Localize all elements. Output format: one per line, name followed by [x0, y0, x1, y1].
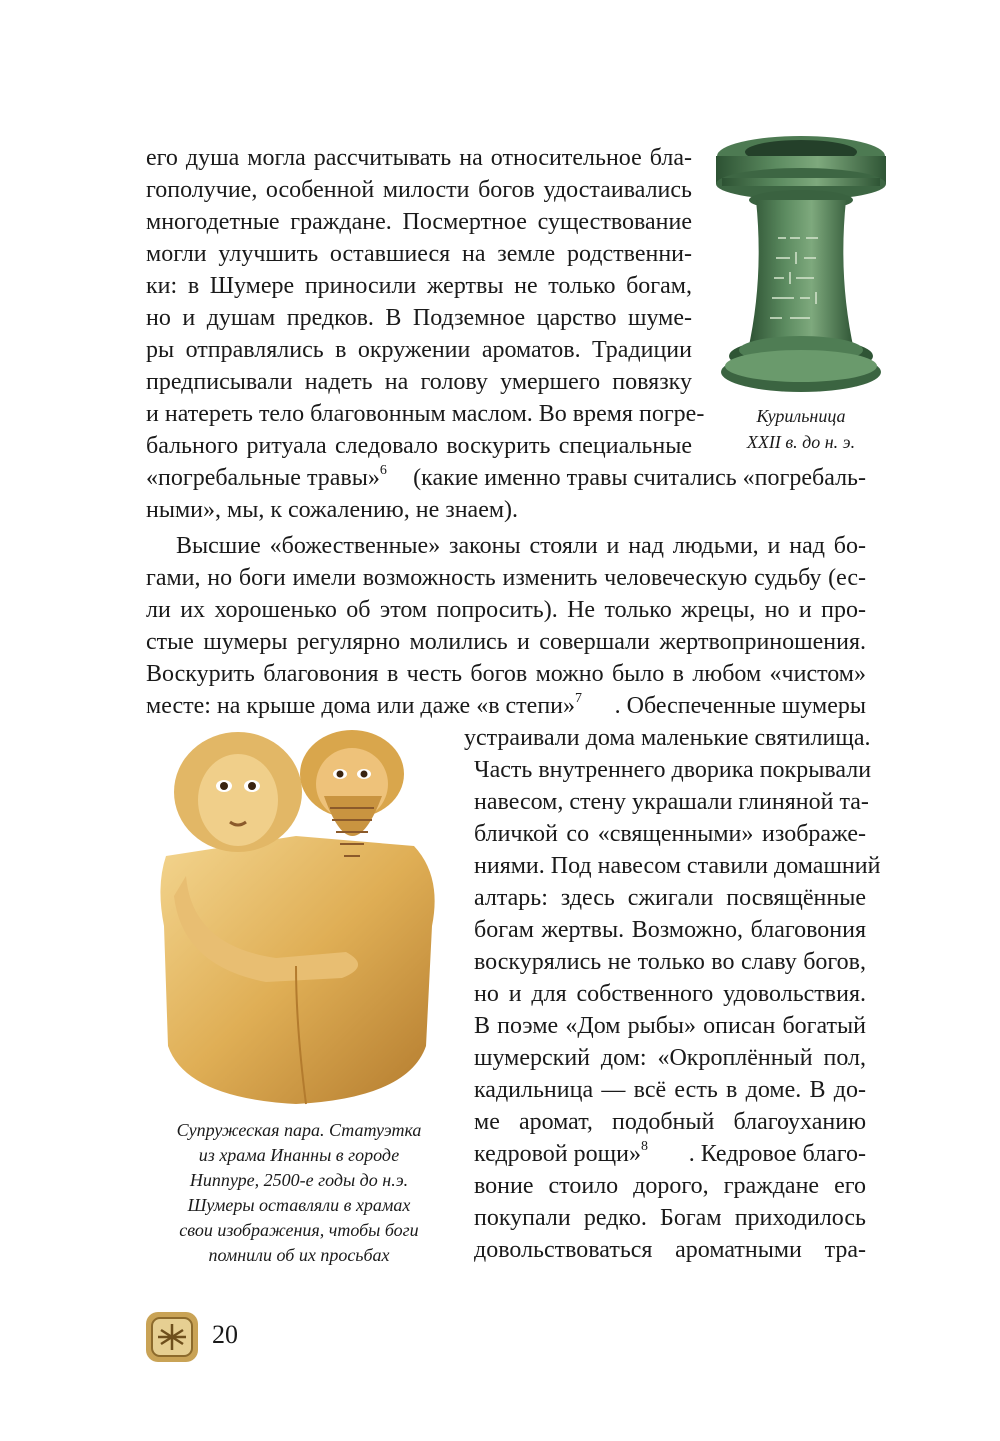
p2-line-2: гами, но боги имели возможность изменить человеческую судьбу (ес- — [146, 565, 866, 591]
footnote-7: 7 — [575, 691, 582, 706]
p2-line-15: но и для собственного удовольствия. — [474, 981, 866, 1007]
statue-caption-line1: Супружеская пара. Статуэтка — [176, 1120, 422, 1140]
p2-line-17: шумерский дом: «Окроплённый пол, — [474, 1045, 866, 1071]
p2-line-20 — [474, 1138, 866, 1170]
statue-caption-line2: из храма Инанны в городе — [198, 1145, 400, 1165]
footnote-8: 8 — [640, 1139, 648, 1154]
statue-caption-line3: Ниппуре, 2500-е годы до н.э. — [189, 1170, 409, 1190]
statue-caption-line6: помнили об их просьбах — [208, 1245, 390, 1265]
p2-line-21: воние стоило дорого, граждане его — [474, 1173, 866, 1199]
p2-line-11: ниями. Под навесом ставили домашний — [474, 853, 881, 879]
couple-statuette-illustration — [146, 726, 446, 1112]
p2-line-1: Высшие «божественные» законы стояли и над людьми, и над бо- — [176, 533, 866, 559]
p2-line-6-text: месте: на крыше дома или даже «в степи» — [146, 693, 575, 719]
p1-line-5: ки: в Шумере приносили жертвы не только богам, — [146, 273, 692, 299]
p1-line-11-rest: (какие именно травы считались «погребаль- — [413, 465, 866, 491]
p1-line-6: но и душам предков. В Подземное царство шуме- — [146, 305, 692, 331]
statue-caption-line4: Шумеры оставляли в храмах — [187, 1195, 411, 1215]
p1-line-8: предписывали надеть на голову умершего повязку — [146, 369, 692, 395]
p2-line-4: стые шумеры регулярно молились и совершали жертвоприношения. — [146, 629, 866, 655]
p2-line-20-text: кедровой рощи» — [474, 1141, 641, 1167]
p1-line-7: ры отправлялись в окружении ароматов. Традиции — [146, 337, 692, 363]
p2-line-6 — [146, 690, 866, 722]
p2-line-13: богам жертвы. Возможно, благовония — [474, 917, 866, 943]
censer-caption-line1: Курильница — [756, 406, 846, 426]
censer-illustration — [708, 128, 894, 400]
page-number: 20 — [212, 1320, 238, 1349]
p2-line-20-rest: . Кедровое благо- — [688, 1141, 866, 1167]
p1-line-2: гополучие, особенной милости богов удостаивались — [146, 177, 692, 203]
page-ornament-icon — [144, 1310, 200, 1364]
p1-line-3: многодетные граждане. Посмертное существование — [146, 209, 692, 235]
p1-line-4: могли улучшить оставшиеся на земле родственни- — [146, 241, 692, 267]
p2-line-16: В поэме «Дом рыбы» описан богатый — [474, 1013, 866, 1039]
p2-line-9: навесом, стену украшали глиняной та- — [474, 789, 869, 815]
p2-line-10: бличкой со «священными» изображе- — [474, 821, 866, 847]
footnote-6: 6 — [379, 463, 387, 478]
p2-line-8: Часть внутреннего дворика покрывали — [474, 757, 872, 783]
p2-line-14: воскурялись не только во славу богов, — [474, 949, 866, 975]
p2-line-23: довольствоваться ароматными тра- — [474, 1237, 866, 1263]
p2-line-7: устраивали дома маленькие святилища. — [464, 725, 871, 751]
p2-line-3: ли их хорошенько об этом попросить). Не только жрецы, но и про- — [146, 597, 866, 623]
p1-line-11-text: «погребальные травы» — [146, 465, 380, 491]
p2-line-19: ме аромат, подобный благоуханию — [474, 1109, 866, 1135]
p2-line-5: Воскурить благовония в честь богов можно было в любом «чистом» — [146, 661, 866, 687]
p2-line-22: покупали редко. Богам приходилось — [474, 1205, 866, 1231]
p2-line-6-rest: . Обеспеченные шумеры — [614, 693, 866, 719]
censer-caption-line2: XXII в. до н. э. — [746, 432, 856, 452]
p1-line-11 — [146, 462, 866, 494]
p2-line-12: алтарь: здесь сжигали посвящённые — [474, 885, 866, 911]
p2-line-18: кадильница — всё есть в доме. В до- — [474, 1077, 866, 1103]
p1-line-1: его душа могла рассчитывать на относительное бла- — [146, 145, 692, 171]
p1-line-9: и натереть тело благовонным маслом. Во время погре- — [146, 401, 705, 427]
statue-caption-line5: свои изображения, чтобы боги — [179, 1220, 419, 1240]
p1-line-10: бального ритуала следовало воскурить специальные — [146, 433, 692, 459]
p1-line-12: ными», мы, к сожалению, не знаем). — [146, 497, 519, 523]
